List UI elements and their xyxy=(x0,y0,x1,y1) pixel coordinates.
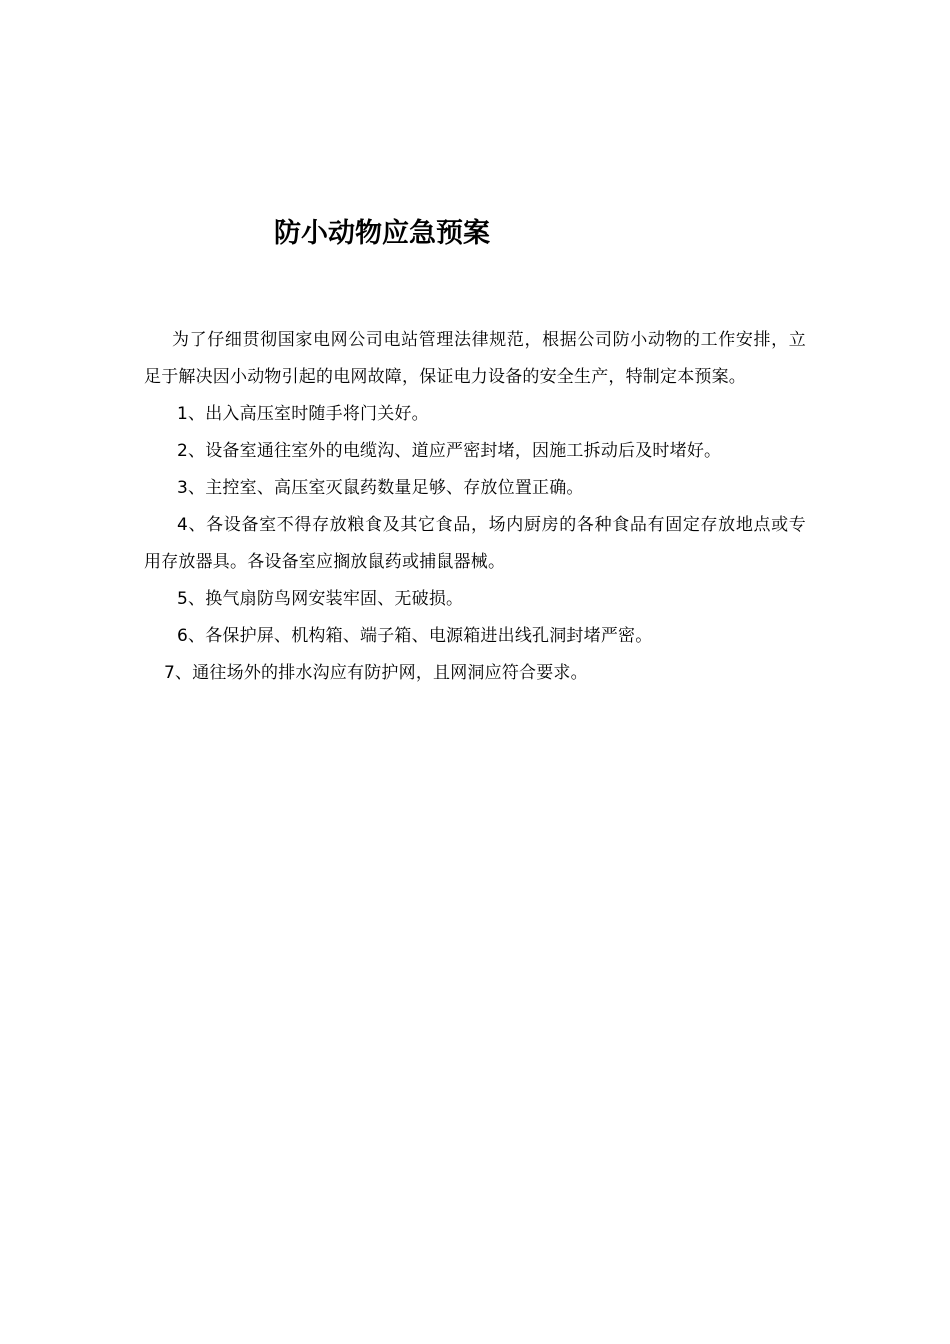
list-item: 3、主控室、高压室灭鼠药数量足够、存放位置正确。 xyxy=(177,478,584,498)
list-item: 6、各保护屏、机构箱、端子箱、电源箱进出线孔洞封堵严密。 xyxy=(177,626,653,646)
document-title: 防小动物应急预案 xyxy=(274,218,490,249)
list-item: 7、通往场外的排水沟应有防护网，且网洞应符合要求。 xyxy=(164,663,588,683)
intro-paragraph: 为了仔细贯彻国家电网公司电站管理法律规范，根据公司防小动物的工作安排，立足于解决因小动物引起的电网故障，保证电力设备的安全生产，特制定本预案。 xyxy=(144,330,806,387)
list-item: 1、出入高压室时随手将门关好。 xyxy=(177,404,429,424)
list-item: 4、各设备室不得存放粮食及其它食品，场内厨房的各种食品有固定存放地点或专用存放器具。各设备室应搁放鼠药或捕鼠器械。 xyxy=(144,515,806,572)
document-body xyxy=(144,322,806,692)
list-item: 5、换气扇防鸟网安装牢固、无破损。 xyxy=(177,589,464,609)
list-item: 2、设备室通往室外的电缆沟、道应严密封堵，因施工拆动后及时堵好。 xyxy=(177,441,722,461)
